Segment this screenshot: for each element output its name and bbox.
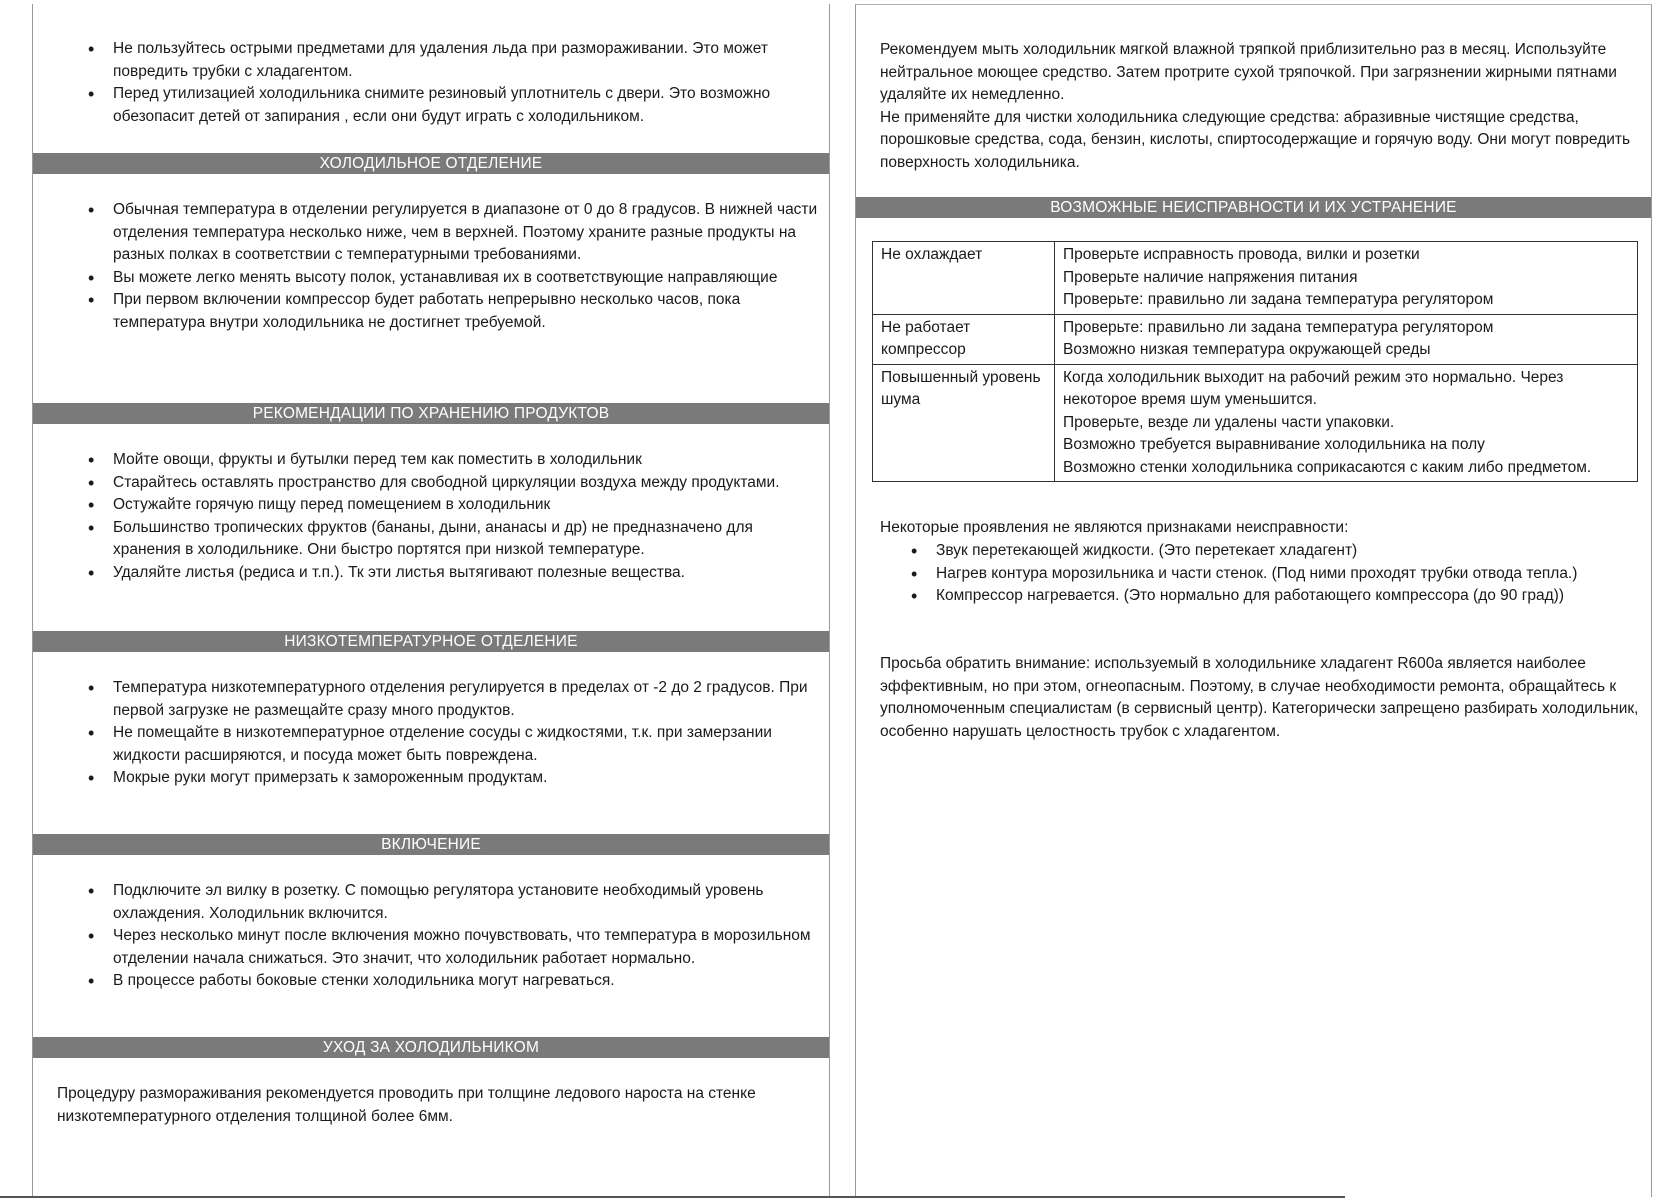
intro-bullet-list bbox=[88, 38, 819, 128]
problem-cell: Не охлаждает bbox=[873, 242, 1055, 315]
solution-line: Проверьте исправность провода, вилки и розетки bbox=[1063, 246, 1420, 263]
solution-line: Возможно низкая температура окружающей среды bbox=[1063, 341, 1431, 358]
solution-line: Когда холодильник выходит на рабочий режим это нормально. Через некоторое время шум уменьшится. bbox=[1063, 368, 1564, 408]
list-item: • Не помещайте в низкотемпературное отделение сосуды с жидкостями, т.к. при замерзании жидкости расширяются, и посуда может быть повреждена. bbox=[88, 722, 819, 767]
table-row bbox=[873, 314, 1638, 364]
care-paragraph: Процедуру размораживания рекомендуется проводить при толщине ледового нароста на стенке низкотемпературного отделения толщиной более 6мм. bbox=[57, 1085, 756, 1125]
table-row bbox=[873, 242, 1638, 315]
solutions-cell bbox=[1055, 314, 1638, 364]
left-page bbox=[32, 4, 830, 1196]
solution-line: Возможно стенки холодильника соприкасаются с каким либо предметом. bbox=[1063, 458, 1592, 476]
troubleshooting-table bbox=[872, 241, 1638, 482]
solution-line: Проверьте наличие напряжения питания bbox=[1063, 268, 1358, 286]
list-item: • При первом включении компрессор будет работать непрерывно несколько часов, пока температура внутри холодильника не достигнет требуемой. bbox=[88, 289, 819, 334]
list-item: • Температура низкотемпературного отделения регулируется в пределах от -2 до 2 градусов. При первой загрузке не размещайте сразу много продуктов. bbox=[88, 677, 819, 722]
list-item: • Остужайте горячую пищу перед помещением в холодильник bbox=[88, 494, 819, 517]
list-item: • Через несколько минут после включения можно почувствовать, что температура в морозильном отделении начала снижаться. Это значит, что холодильник работает нормально. bbox=[88, 925, 819, 970]
not-faults-bullet-list bbox=[911, 540, 1641, 608]
section-header-fridge: ХОЛОДИЛЬНОЕ ОТДЕЛЕНИЕ bbox=[33, 153, 829, 174]
section-header-care: УХОД ЗА ХОЛОДИЛЬНИКОМ bbox=[33, 1037, 829, 1058]
section-header-storage: РЕКОМЕНДАЦИИ ПО ХРАНЕНИЮ ПРОДУКТОВ bbox=[33, 403, 829, 424]
not-faults-intro: Некоторые проявления не являются признаками неисправности: bbox=[880, 519, 1349, 536]
poweron-bullet-list bbox=[88, 880, 819, 993]
list-item: • Обычная температура в отделении регулируется в диапазоне от 0 до 8 градусов. В нижней части отделения температура несколько ниже, чем в верхней. Поэтому храните разные продукты на разных полках в соответствии с температурными требованиями. bbox=[88, 199, 819, 267]
cleaning-warning-text: Не применяйте для чистки холодильника следующие средства: абразивные чистящие средства, порошковые средства, сода, бензин, кислоты, спиртосодержащие и горячую воду. Они могут повредить поверхность холодильника. bbox=[880, 108, 1631, 171]
list-item: • Не пользуйтесь острыми предметами для удаления льда при размораживании. Это может повредить трубки с хладагентом. bbox=[88, 38, 819, 83]
list-item: • Мойте овощи, фрукты и бутылки перед тем как поместить в холодильник bbox=[88, 449, 819, 472]
list-item: • Нагрев контура морозильника и части стенок. (Под ними проходят трубки отвода тепла.) bbox=[911, 563, 1641, 586]
solutions-cell bbox=[1055, 364, 1638, 482]
right-page bbox=[855, 4, 1652, 1197]
storage-bullet-list bbox=[88, 449, 819, 584]
problem-cell: Не работает компрессор bbox=[873, 314, 1055, 364]
list-item: • В процессе работы боковые стенки холодильника могут нагреваться. bbox=[88, 970, 819, 993]
solutions-cell bbox=[1055, 242, 1638, 315]
problem-cell: Повышенный уровень шума bbox=[873, 364, 1055, 482]
refrigerant-warning: Просьба обратить внимание: используемый в холодильнике хладагент R600a является наиболее эффективным, но при этом, огнеопасным. Поэтому, в случае необходимости ремонта, обращайтесь к уполномоченным специалистам (в сервисный центр). Категорически запрещено разбирать холодильник, особенно нарушать целостность трубок с хладагентом. bbox=[880, 655, 1639, 740]
list-item: • Компрессор нагревается. (Это нормально для работающего компрессора (до 90 град)) bbox=[911, 585, 1641, 608]
section-header-lowtemp: НИЗКОТЕМПЕРАТУРНОЕ ОТДЕЛЕНИЕ bbox=[33, 631, 829, 652]
list-item: • Старайтесь оставлять пространство для свободной циркуляции воздуха между продуктами. bbox=[88, 472, 819, 495]
list-item: • Вы можете легко менять высоту полок, устанавливая их в соответствующие направляющие bbox=[88, 267, 819, 290]
list-item: • Звук перетекающей жидкости. (Это перетекает хладагент) bbox=[911, 540, 1641, 563]
solution-line: Проверьте: правильно ли задана температура регулятором bbox=[1063, 318, 1494, 336]
section-header-troubleshooting: ВОЗМОЖНЫЕ НЕИСПРАВНОСТИ И ИХ УСТРАНЕНИЕ bbox=[856, 197, 1651, 218]
table-row bbox=[873, 364, 1638, 482]
cleaning-text: Рекомендуем мыть холодильник мягкой влажной тряпкой приблизительно раз в месяц. Используйте нейтральное моющее средство. Затем протрите сухой тряпочкой. При загрязнении жирными пятнами удаляйте их немедленно. bbox=[880, 41, 1617, 103]
solution-line: Проверьте: правильно ли задана температура регулятором bbox=[1063, 291, 1494, 308]
list-item: • Удаляйте листья (редиса и т.п.). Тк эти листья вытягивают полезные вещества. bbox=[88, 562, 819, 585]
list-item: • Большинство тропических фруктов (бананы, дыни, ананасы и др) не предназначено для хранения в холодильнике. Они быстро портятся при низкой температуре. bbox=[88, 517, 819, 562]
solution-line: Проверьте, везде ли удалены части упаковки. bbox=[1063, 413, 1395, 431]
list-item: • Подключите эл вилку в розетку. С помощью регулятора установите необходимый уровень охлаждения. Холодильник включится. bbox=[88, 880, 819, 925]
cleaning-paragraph bbox=[880, 39, 1641, 174]
list-item: • Перед утилизацией холодильника снимите резиновый уплотнитель с двери. Это возможно обезопасит детей от запирания , если они будут играть с холодильником. bbox=[88, 83, 819, 128]
section-header-poweron: ВКЛЮЧЕНИЕ bbox=[33, 834, 829, 855]
solution-line: Возможно требуется выравнивание холодильника на полу bbox=[1063, 436, 1485, 453]
list-item: • Мокрые руки могут примерзать к замороженным продуктам. bbox=[88, 767, 819, 790]
lowtemp-bullet-list bbox=[88, 677, 819, 790]
fridge-bullet-list bbox=[88, 199, 819, 334]
